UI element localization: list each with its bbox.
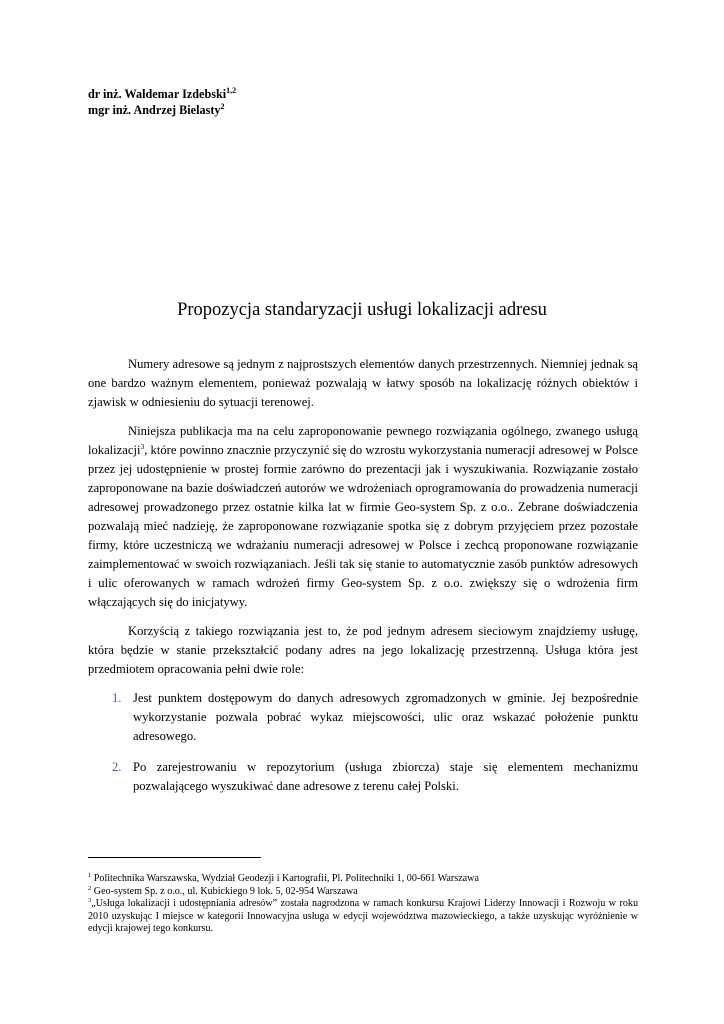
footnote-number: 3	[88, 897, 92, 905]
paragraph-text: Niniejsza publikacja ma na celu zaproponowanie pewnego rozwiązania ogólnego, zwanego usługą lokalizacji	[88, 424, 638, 457]
paragraph: Korzyścią z takiego rozwiązania jest to, że pod jednym adresem sieciowym znajdziemy usługę, która będzie w stanie przekształcić podany adres na jego lokalizację przestrzenną. Usługa która jest przedmiotem opracowania pełni dwie role:	[88, 624, 638, 676]
list-item-text: Po zarejestrowaniu w repozytorium (usługa zbiorcza) staje się elementem mechanizmu pozwalającego wyszukiwać dane adresowe z terenu całej Polski.	[133, 760, 638, 793]
footnote-text: Politechnika Warszawska, Wydział Geodezji i Kartografii, Pl. Politechniki 1, 00-661 Warszawa	[93, 873, 479, 884]
list-number: 2.	[112, 760, 122, 774]
author-affiliation-ref: 1,2	[226, 86, 237, 95]
author-name: dr inż. Waldemar Izdebski	[88, 87, 227, 101]
paragraph: Numery adresowe są jednym z najprostszych elementów danych przestrzennych. Niemniej jednak są one bardzo ważnym elementem, ponieważ pozwalają w łatwy sposób na lokalizację różnych obiektów i zjawisk w odniesieniu do sytuacji terenowej.	[88, 357, 638, 409]
paragraph	[88, 422, 638, 612]
list-item	[88, 758, 638, 796]
footnotes	[88, 873, 638, 936]
author-line	[88, 102, 236, 118]
footnote-text: Geo-system Sp. z o.o., ul. Kubickiego 9 lok. 5, 02-954 Warszawa	[93, 885, 358, 897]
footnote	[88, 898, 638, 936]
footnote-number: 1	[88, 872, 92, 879]
author-name: mgr inż. Andrzej Bielasty	[88, 103, 221, 117]
list-item-text: Jest punktem dostępowym do danych adresowych zgromadzonych w gminie. Jej bezpośrednie wykorzystanie pozwala pobrać wykaz miejscowości, ulic oraz wskazać położenie punktu adresowego.	[133, 691, 638, 743]
footnote	[88, 873, 638, 886]
footnote-ref: 3	[140, 442, 145, 451]
numbered-list	[88, 689, 638, 796]
footnote-text: „Usługa lokalizacji i udostępniania adresów” została nagrodzona w ramach konkursu Krajowi Liderzy Innowacji i Rozwoju w roku 2010 uzyskując I miejsce w kategorii Innowacyjna usługa w edycji województwa mazowieckiego, a także uzyskując wyróżnienie w edycji krajowej tego konkursu.	[88, 898, 638, 935]
paper-title: Propozycja standaryzacji usługi lokalizacji adresu	[177, 300, 547, 320]
author-block	[88, 86, 236, 118]
author-line	[88, 86, 236, 102]
list-number: 1.	[112, 691, 122, 705]
body-text	[88, 355, 638, 808]
list-item	[88, 689, 638, 746]
author-affiliation-ref: 2	[220, 102, 225, 111]
footnote-separator	[88, 857, 261, 858]
footnote-number: 2	[88, 884, 92, 892]
footnote	[88, 886, 638, 899]
paragraph-text: , które powinno znacznie przyczynić się do wzrostu wykorzystania numeracji adresowej w Polsce przez jej udostępnienie w prostej formie zarówno do prezentacji jak i wyszukiwania. Rozwiązanie zostało zaproponowane na bazie doświadczeń autorów we wdrożeniach oprogramowania do prowadzenia numeracji adresowej prowadzonego przez ostatnie kilka lat w firmie Geo-system Sp. z o.o.. Zebrane doświadczenia pozwalają mieć nadzieję, że zaproponowane rozwiązanie spotka się z dobrym przyjęciem przez pozostałe firmy, które uczestniczą we wdrażaniu numeracji adresowej w Polsce i zechcą proponowane rozwiązanie zaimplementować w swoich rozwiązaniach. Jeśli tak się stanie to automatycznie zasób punktów adresowych i ulic oferowanych w ramach wdrożeń firmy Geo-system Sp. z o.o. zwiększy się o wdrożenia firm włączających się do inicjatywy.	[88, 443, 638, 609]
